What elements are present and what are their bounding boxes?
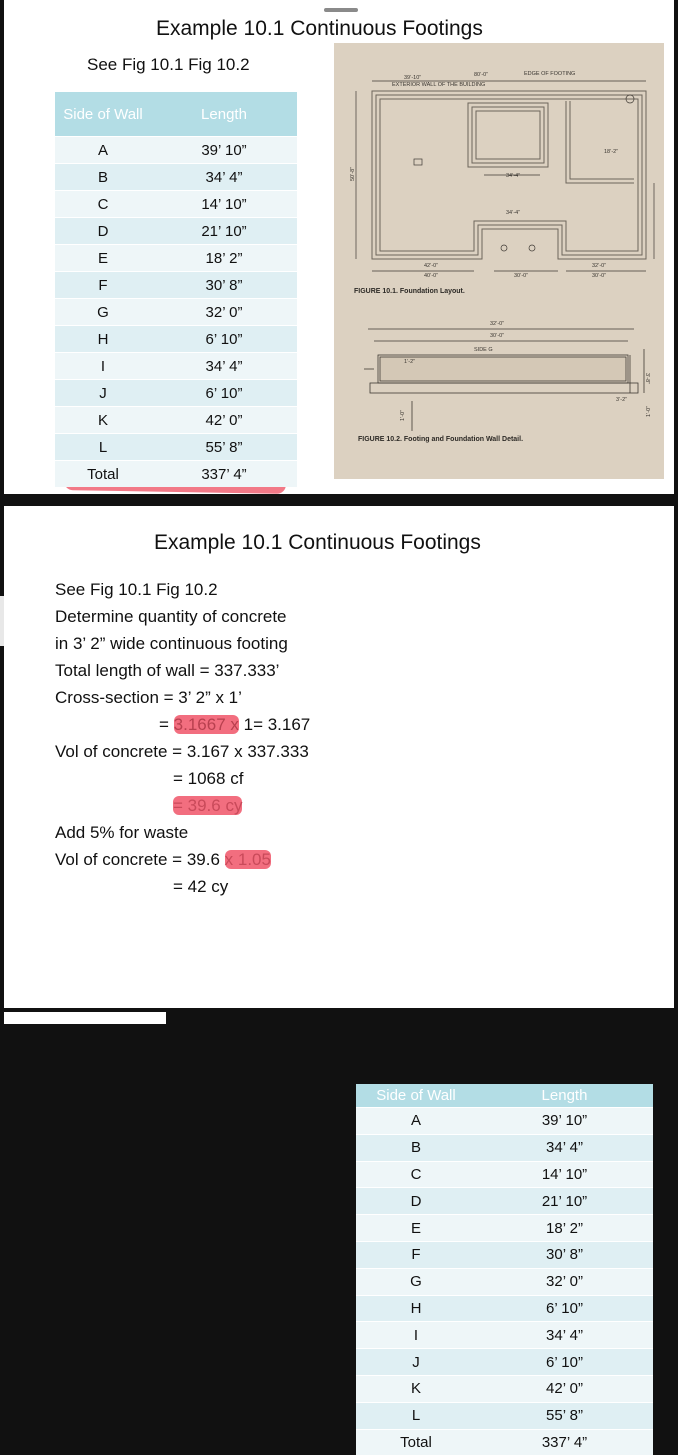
- header-side-of-wall: Side of Wall: [356, 1084, 476, 1108]
- label-50: 50’-8”: [350, 167, 356, 181]
- calc-line: [55, 846, 355, 873]
- cell-length: 34’ 4”: [151, 164, 297, 191]
- slide-2: [4, 506, 674, 1008]
- table-row: [356, 1241, 653, 1268]
- cell-length: 34’ 4”: [476, 1134, 653, 1161]
- table-row: [55, 407, 297, 434]
- label-18: 18’-2”: [604, 149, 618, 155]
- foundation-drawing: [334, 43, 664, 479]
- calc-line: = 42 cy: [55, 873, 355, 900]
- figure-photo: [334, 43, 664, 479]
- cell-length: 30’ 8”: [476, 1241, 653, 1268]
- table-row: [356, 1349, 653, 1376]
- cell-length: 30’ 8”: [151, 272, 297, 299]
- highlight-cubic-yards: = 39.6 cy: [173, 796, 242, 815]
- cell-side: A: [55, 137, 151, 164]
- cell-side: J: [55, 380, 151, 407]
- calc-line: [55, 792, 355, 819]
- calc-text: =: [159, 715, 174, 734]
- label-side-g: SIDE G: [474, 347, 493, 353]
- table-row: [55, 164, 297, 191]
- table-row: [55, 245, 297, 272]
- highlight-waste-factor: x 1.05: [225, 850, 271, 869]
- label-30c: 30’-0”: [490, 333, 504, 339]
- table-row: [55, 137, 297, 164]
- cell-side: L: [55, 434, 151, 461]
- length-table-body: [55, 137, 297, 488]
- calc-line: Add 5% for waste: [55, 819, 355, 846]
- cell-length: 42’ 0”: [476, 1375, 653, 1402]
- cell-side: E: [55, 245, 151, 272]
- cell-side: B: [356, 1134, 476, 1161]
- cell-side: F: [356, 1241, 476, 1268]
- cell-side: B: [55, 164, 151, 191]
- calculation-text: [55, 576, 355, 900]
- cell-side: D: [356, 1188, 476, 1215]
- label-32b: 32’-0”: [490, 321, 504, 327]
- label-32a: 32’-0”: [592, 263, 606, 269]
- table-row: [356, 1429, 653, 1455]
- calc-line: [55, 711, 355, 738]
- calc-line: Determine quantity of concrete: [55, 603, 355, 630]
- calc-line: Total length of wall = 337.333’: [55, 657, 355, 684]
- label-39: 39’-10”: [404, 75, 421, 81]
- length-table: [55, 92, 297, 487]
- table-row: [356, 1402, 653, 1429]
- table-row: [356, 1188, 653, 1215]
- calc-line: in 3’ 2” wide continuous footing: [55, 630, 355, 657]
- cell-side: A: [356, 1108, 476, 1135]
- cell-side: F: [55, 272, 151, 299]
- cell-side: H: [55, 326, 151, 353]
- bottom-tab: [4, 1012, 166, 1024]
- cell-length: 39’ 10”: [151, 137, 297, 164]
- table-row: [55, 299, 297, 326]
- length-table-body: [356, 1108, 653, 1455]
- cell-length: 14’ 10”: [151, 191, 297, 218]
- table-row: [55, 272, 297, 299]
- cell-side: G: [356, 1268, 476, 1295]
- slide-title: Example 10.1 Continuous Footings: [156, 17, 483, 41]
- cell-side: L: [356, 1402, 476, 1429]
- header-side-of-wall: Side of Wall: [55, 92, 151, 137]
- cell-side: I: [55, 353, 151, 380]
- cell-side: E: [356, 1215, 476, 1242]
- calc-text: 1= 3.167: [239, 715, 310, 734]
- table-row: [55, 434, 297, 461]
- table-row: [356, 1134, 653, 1161]
- cell-side: I: [356, 1322, 476, 1349]
- cell-length: 6’ 10”: [476, 1295, 653, 1322]
- label-3-2: 3’-2”: [616, 397, 627, 403]
- slide-title: Example 10.1 Continuous Footings: [154, 531, 481, 555]
- cell-side: K: [55, 407, 151, 434]
- cell-side: Total: [356, 1429, 476, 1455]
- slide-subtitle: See Fig 10.1 Fig 10.2: [87, 55, 250, 75]
- table-row: [356, 1268, 653, 1295]
- cell-length: 21’ 10”: [476, 1188, 653, 1215]
- label-edge: EDGE OF FOOTING: [524, 71, 575, 77]
- calc-line: See Fig 10.1 Fig 10.2: [55, 576, 355, 603]
- label-34b: 34’-4”: [506, 210, 520, 216]
- label-1-0: 1’-0”: [400, 410, 406, 421]
- table-row: [356, 1215, 653, 1242]
- calc-line: Vol of concrete = 3.167 x 337.333: [55, 738, 355, 765]
- table-row: [356, 1295, 653, 1322]
- cell-length: 55’ 8”: [476, 1402, 653, 1429]
- cell-side: D: [55, 218, 151, 245]
- figure-caption-1: FIGURE 10.1. Foundation Layout.: [354, 288, 465, 295]
- highlight-cross-section: 3.1667 x: [174, 715, 239, 734]
- cell-side: C: [356, 1161, 476, 1188]
- label-34a: 34’-4”: [506, 173, 520, 179]
- table-row: [356, 1322, 653, 1349]
- cell-length: 18’ 2”: [476, 1215, 653, 1242]
- label-1-2: 1’-2”: [404, 359, 415, 365]
- label-3-8: 3’-8”: [644, 373, 650, 384]
- slide-1: [4, 0, 674, 494]
- cell-length: 32’ 0”: [476, 1268, 653, 1295]
- figure-caption-2: FIGURE 10.2. Footing and Foundation Wall Detail.: [358, 436, 523, 443]
- cell-side: Total: [55, 461, 151, 488]
- cell-length: 14’ 10”: [476, 1161, 653, 1188]
- table-row: [55, 191, 297, 218]
- table-row: [55, 326, 297, 353]
- cell-length: 6’ 10”: [151, 326, 297, 353]
- label-40: 40’-0”: [424, 273, 438, 279]
- cell-length: 337’ 4”: [476, 1429, 653, 1455]
- label-42: 42’-0”: [424, 263, 438, 269]
- cell-side: H: [356, 1295, 476, 1322]
- cell-length: 21’ 10”: [151, 218, 297, 245]
- cell-length: 18’ 2”: [151, 245, 297, 272]
- table-row: [55, 461, 297, 488]
- cell-length: 55’ 8”: [151, 434, 297, 461]
- table-row: [55, 380, 297, 407]
- drag-handle[interactable]: [324, 8, 358, 12]
- cell-length: 6’ 10”: [151, 380, 297, 407]
- cell-length: 34’ 4”: [151, 353, 297, 380]
- header-length: Length: [476, 1084, 653, 1108]
- header-length: Length: [151, 92, 297, 137]
- table-row: [356, 1108, 653, 1135]
- calc-line: = 1068 cf: [55, 765, 355, 792]
- length-table: [356, 1084, 653, 1455]
- table-row: [356, 1375, 653, 1402]
- cell-length: 6’ 10”: [476, 1349, 653, 1376]
- label-ext-wall: EXTERIOR WALL OF THE BUILDING: [392, 82, 485, 88]
- cell-length: 337’ 4”: [151, 461, 297, 488]
- cell-length: 39’ 10”: [476, 1108, 653, 1135]
- label-80: 80’-0”: [474, 72, 488, 78]
- cell-side: C: [55, 191, 151, 218]
- cell-side: K: [356, 1375, 476, 1402]
- calc-line: Cross-section = 3’ 2” x 1’: [55, 684, 355, 711]
- table-row: [356, 1161, 653, 1188]
- cell-length: 42’ 0”: [151, 407, 297, 434]
- table-row: [55, 353, 297, 380]
- label-30b: 30’-0”: [592, 273, 606, 279]
- table-row: [55, 218, 297, 245]
- cell-length: 34’ 4”: [476, 1322, 653, 1349]
- window-edge: [0, 596, 4, 646]
- cell-length: 32’ 0”: [151, 299, 297, 326]
- cell-side: J: [356, 1349, 476, 1376]
- calc-text: Vol of concrete = 39.6: [55, 850, 225, 869]
- cell-side: G: [55, 299, 151, 326]
- label-1-0b: 1’-0”: [646, 406, 652, 417]
- label-30a: 30’-0”: [514, 273, 528, 279]
